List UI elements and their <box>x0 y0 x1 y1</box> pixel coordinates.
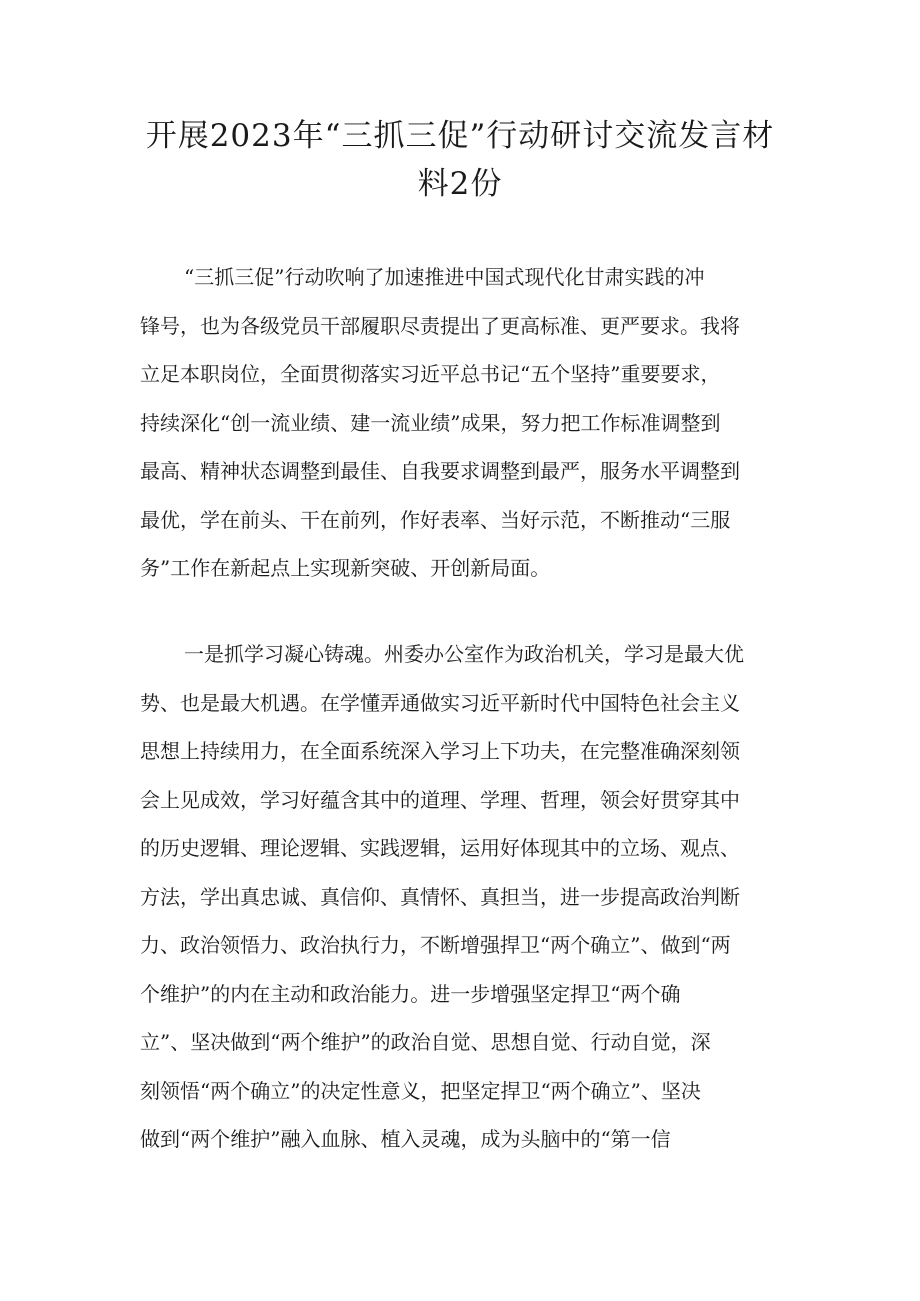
intro-paragraph <box>140 253 800 593</box>
document-title <box>120 112 800 208</box>
paragraph-line: 势、也是最大机遇。在学懂弄通做实习近平新时代中国特色社会主义 <box>140 690 740 715</box>
study-paragraph <box>140 630 800 1164</box>
paragraph-line: 个维护”的内在主动和政治能力。进一步增强坚定捍卫“两个确 <box>140 981 681 1006</box>
paragraph-line: 方法，学出真忠诚、真信仰、真情怀、真担当，进一步提高政治判断 <box>140 884 740 909</box>
paragraph-line: 一是抓学习凝心铸魂。州委办公室作为政治机关，学习是最大优 <box>184 642 744 666</box>
paragraph-line: 的历史逻辑、理论逻辑、实践逻辑，运用好体现其中的立场、观点、 <box>140 836 740 860</box>
paragraph-line: 立”、坚决做到“两个维护”的政治自觉、思想自觉、行动自觉，深 <box>140 1030 711 1054</box>
paragraph-line: 做到“两个维护”融入血脉、植入灵魂，成为头脑中的“第一信 <box>140 1127 671 1151</box>
paragraph-line: 刻领悟“两个确立”的决定性意义，把坚定捍卫“两个确立”、坚决 <box>140 1078 701 1103</box>
paragraph-line: 思想上持续用力，在全面系统深入学习上下功夫，在完整准确深刻领 <box>140 739 740 763</box>
paragraph-line: 力、政治领悟力、政治执行力，不断增强捍卫“两个确立”、做到“两 <box>140 933 731 957</box>
paragraph-line: 务”工作在新起点上实现新突破、开创新局面。 <box>140 556 551 580</box>
title-line: 料2份 <box>417 166 503 202</box>
title-line: 开展2023年“三抓三促”行动研讨交流发言材 <box>145 118 775 154</box>
paragraph-line: 最高、精神状态调整到最佳、自我要求调整到最严，服务水平调整到 <box>140 459 740 483</box>
paragraph-line: 立足本职岗位，全面贯彻落实习近平总书记“五个坚持”重要要求， <box>140 362 721 386</box>
paragraph-line: 持续深化“创一流业绩、建一流业绩”成果，努力把工作标准调整到 <box>140 410 721 435</box>
paragraph-line: 锋号，也为各级党员干部履职尽责提出了更高标准、更严要求。我将 <box>140 313 740 338</box>
paragraph-line: 会上见成效，学习好蕴含其中的道理、学理、哲理，领会好贯穿其中 <box>140 787 740 812</box>
paragraph-line: 最优，学在前头、干在前列，作好表率、当好示范，不断推动“三服 <box>140 507 731 532</box>
paragraph-line: “三抓三促”行动吹响了加速推进中国式现代化甘肃实践的冲 <box>184 265 705 289</box>
